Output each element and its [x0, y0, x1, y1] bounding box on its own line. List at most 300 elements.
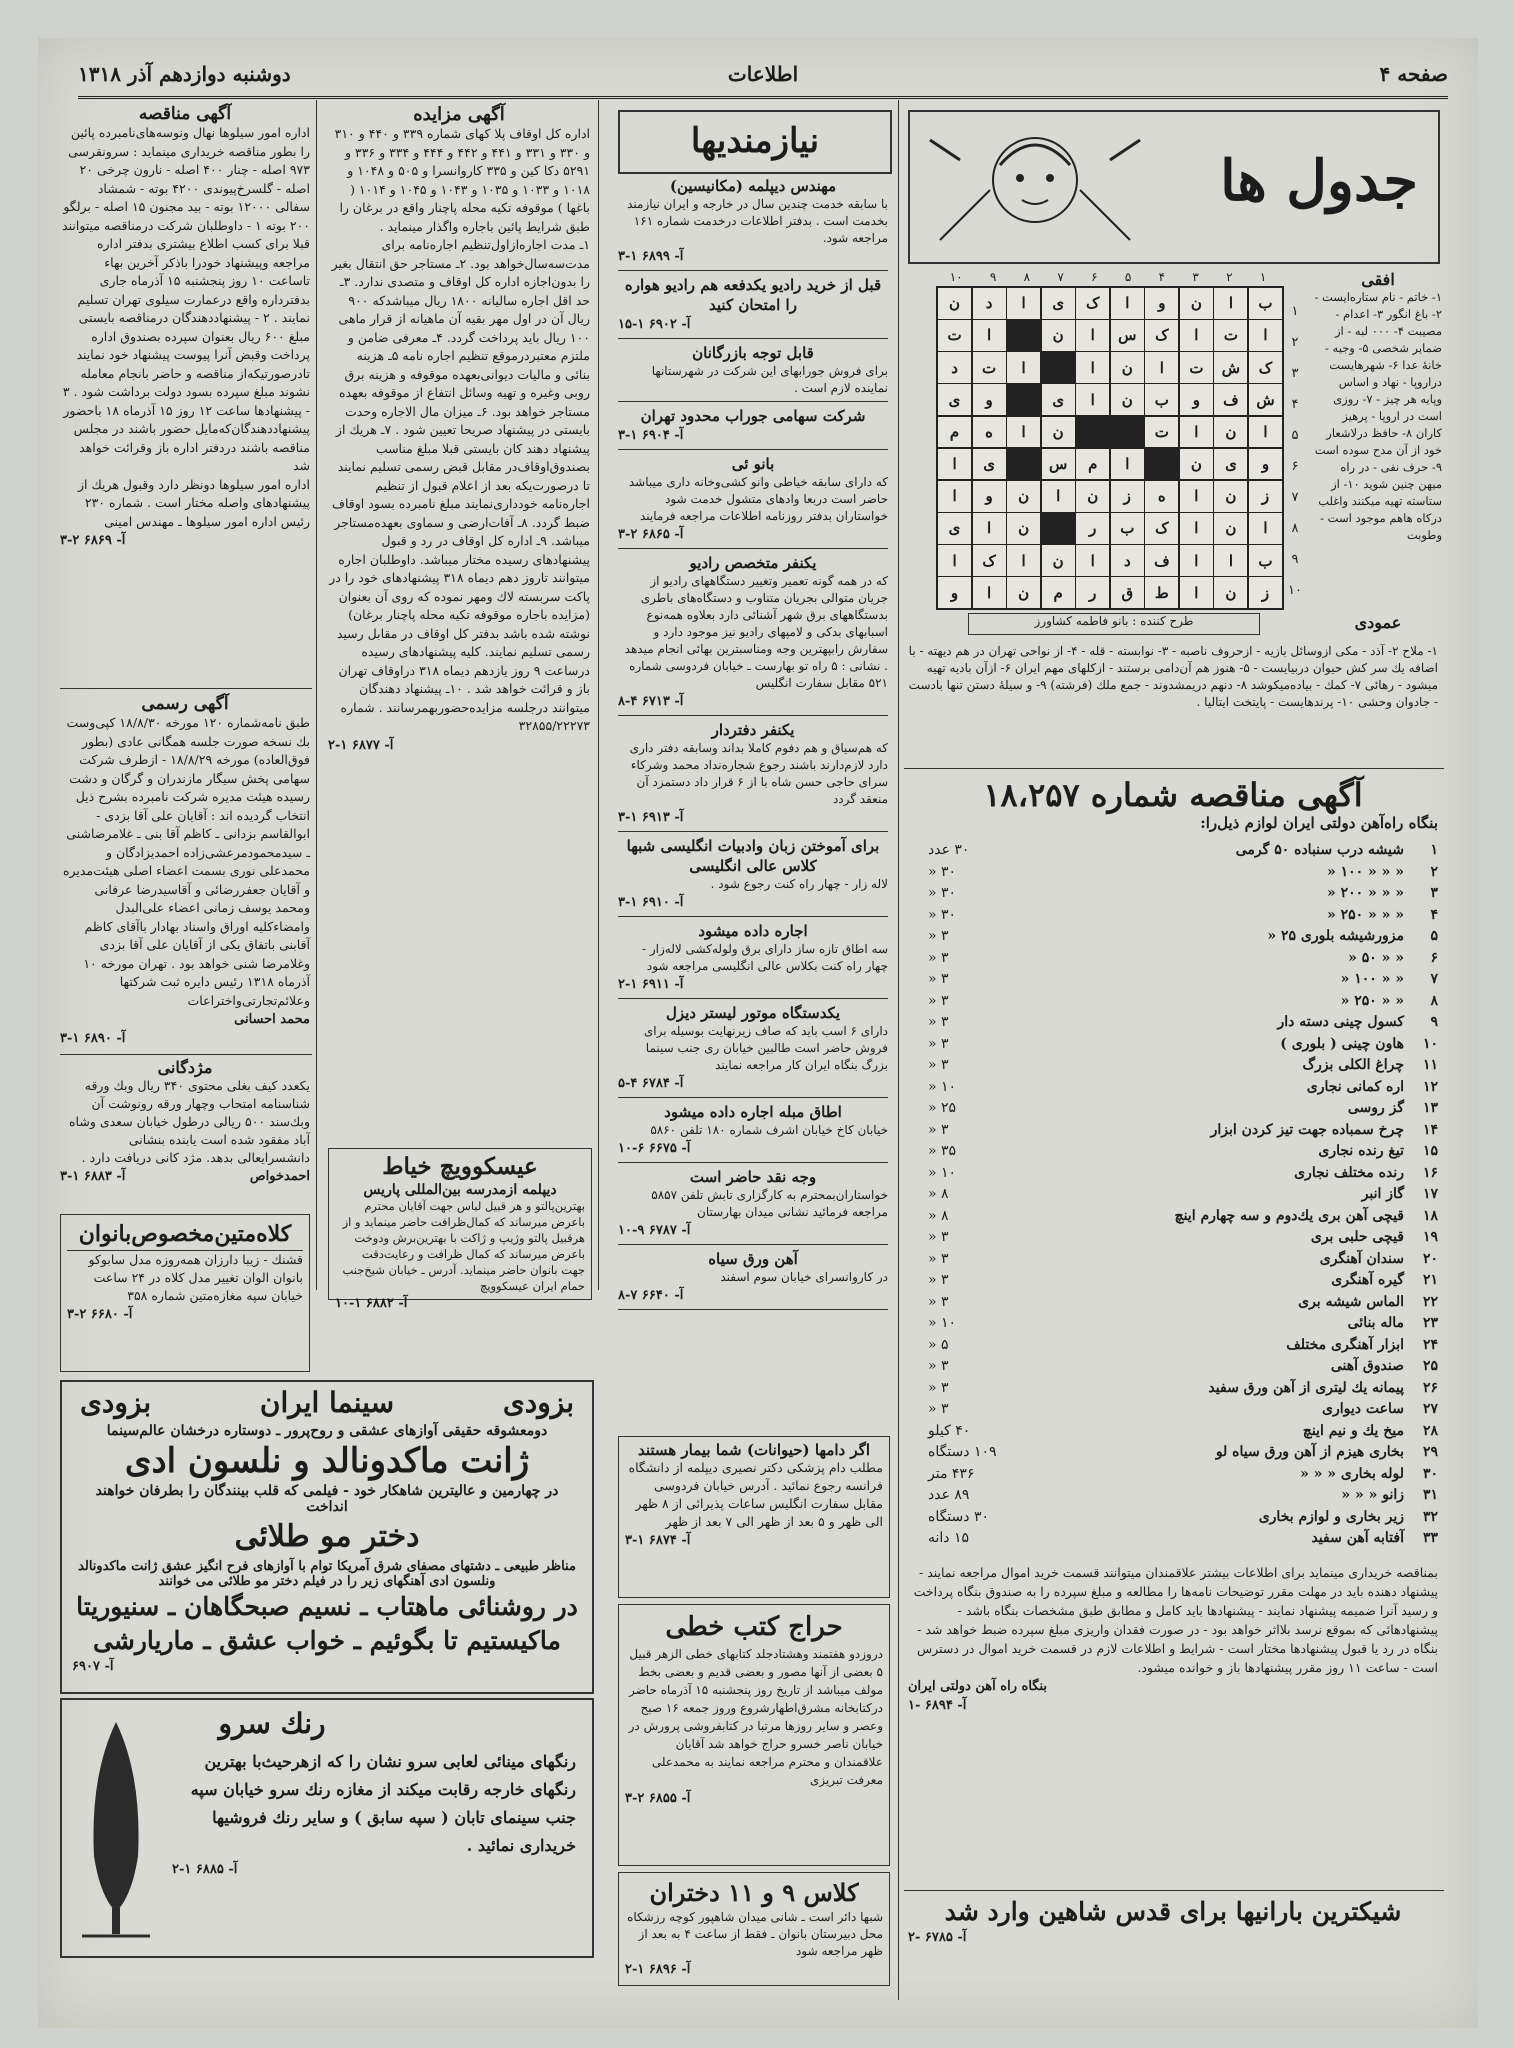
classified-ad [618, 406, 888, 450]
crossword-cell: ا [1007, 545, 1040, 576]
cinema-soon-left: بزودی [80, 1386, 152, 1419]
tender-item-quantity: ۳ « [928, 1250, 949, 1267]
crossword-cell: ر [1076, 513, 1109, 544]
auction-code: آ- ۶۸۷۷ ۱-۲ [328, 737, 394, 753]
newspaper-name: اطلاعات [727, 62, 799, 86]
crossword-cell: ف [1145, 545, 1178, 576]
tender-item [928, 883, 1438, 905]
crossword-cell: ی [973, 449, 1006, 480]
crossword-cell: ن [1007, 513, 1040, 544]
row-number: ۷ [1291, 490, 1299, 505]
crossword-cell: و [938, 577, 971, 608]
tender-item-name: « « « ۲۵۰ « [1326, 906, 1404, 923]
crossword-cell: ک [1249, 352, 1282, 383]
classified-ad-code: آ- ۶۹۱۳ ۱-۳ [618, 810, 684, 825]
section-divider [904, 1890, 1444, 1891]
classified-ad-title: شرکت سهامی جوراب محدود تهران [640, 407, 866, 425]
classified-ad [618, 1102, 888, 1163]
crossword-cell: ک [973, 545, 1006, 576]
classified-ad [618, 921, 888, 999]
column-divider [316, 100, 317, 1290]
ad-separator [618, 548, 888, 549]
crossword-cell: ن [1214, 577, 1247, 608]
tender-item [928, 948, 1438, 970]
tender-item-name: چرخ سمباده جهت تیز کردن ابزار [1210, 1121, 1404, 1138]
column-number: ۲ [1226, 270, 1233, 284]
crossword-cell: ا [1076, 545, 1109, 576]
tender-item [928, 1249, 1438, 1271]
tender-item-quantity: ۱۰۹ دستگاه [928, 1444, 997, 1460]
tender-item-name: الماس شیشه بری [1298, 1293, 1404, 1310]
tender-item [928, 862, 1438, 884]
silo-tender-code: آ- ۶۸۶۹ ۲-۳ [60, 533, 126, 548]
crossword-cell: ا [938, 545, 971, 576]
tender-item-quantity: ۳ « [928, 1035, 949, 1052]
tender-item-quantity: ۳ « [928, 949, 949, 966]
tender-item-name: ماله بنائی [1347, 1315, 1404, 1331]
crossword-cell: و [1180, 384, 1213, 415]
vertical-clues-title-wrap [1314, 613, 1442, 637]
crossword-cell: ط [1145, 577, 1178, 608]
tender-item-number: ۱۲ [1422, 1078, 1438, 1095]
crossword-cell: ا [1249, 320, 1282, 351]
tender-item [928, 969, 1438, 991]
row-number: ۱۰ [1288, 583, 1302, 598]
tender-item-number: ۲۸ [1422, 1422, 1438, 1439]
official-notice-text: طبق نامه‌شماره ۱۲۰ مورخه ۱۸/۸/۳۰ کپی‌وست بك نسخه صورت جلسه همگانی عادی (بطور فوق‌العاده) مورخه ۱۸/۸/۲۹ - ازطرف شرکت سهامی پخش سیگار مازندران و گرگان و دشت رسیده هیئت مدیره شرکت نامبرده بشرح ذیل انتخاب گردیده اند : آقایان علی آقا بزدی - ابوالقاسم بزدانی ـ کاظم آقا بنی ـ غلامرضا‌شنی ـ سیدمحمودمرعشی‌زاده احمدیزادگان و محمدعلی نوری بسمت اعضاء اصلی هیئت‌مدیره و آقایان جعفررضائی و آقاسید‌رضا عرفانی ومحمد یوسف زمانی اعضاء علی‌البدل وامضاءکلیه اوراق واسناد بهادار باآقای کاظم آقابنی باتفاق یکی از آقایان علی آقا بزدی وغلامرضا‌ شنی خواهد بود . تهران مورخه ۱۰ آذرماه ۱۳۱۸ رئیس دایره ثبت شرکتها وعلائم‌تجارتی‌واختراعات [62, 715, 310, 1008]
crossword-cell: ی [1042, 384, 1075, 415]
tender-item-name: « « « ۲۰۰ « [1326, 885, 1404, 901]
tender-item-quantity: ۳۰ عدد [928, 842, 970, 858]
crossword-cell: ب [1145, 384, 1178, 415]
official-notice-title: آگهی رسمی [141, 694, 229, 714]
crossword-cell: ا [1180, 481, 1213, 512]
tender-item-quantity: ۱۵ دانه [928, 1530, 970, 1546]
crossword-cell: ا [1007, 417, 1040, 448]
tender-item [928, 1163, 1438, 1185]
crossword-cell: ا [1180, 513, 1213, 544]
crossword-cell: ز [1249, 481, 1282, 512]
crossword-cell: ش [1249, 384, 1282, 415]
classified-ad [618, 343, 888, 402]
tender-item [928, 840, 1438, 862]
needs-ads-list [618, 176, 888, 1418]
column-number: ۹ [989, 270, 997, 284]
classified-ad-text: که در همه گونه تعمیر وتغییر دستگاههای رادیو از جریان متوالی بجریان متناوب و دستگاه‌های باطری بدستگاههای برق شهر آشنائی دارد بعلاوه همه‌نوع اسبابهای بدکی و لامپهای رادیو نیز موجود دارد و سفارش رابپهترین وجه ومناسبترین بهائی انجام میدهد . نشانی : ۵ راه تو بهارست ـ خیابان فردوسی شماره ۵۲۱ مقابل سفارت انگلیس [624, 574, 888, 690]
tender-item-quantity: ۳ « [928, 1229, 949, 1245]
cypress-tree-icon [76, 1716, 156, 1940]
tender-item [928, 1335, 1438, 1357]
crossword-cell: ا [938, 481, 971, 512]
tender-item-name: گیره آهنگری [1331, 1272, 1404, 1288]
ad-separator [618, 998, 888, 999]
crossword-cell: د [973, 288, 1006, 319]
tender-item-name: هاون چینی ( بلوری ) [1280, 1035, 1404, 1052]
tender-item-number: ۲۹ [1422, 1444, 1438, 1460]
tender-item [928, 1227, 1438, 1249]
classified-ad [618, 1003, 888, 1098]
crossword-cell: ی [938, 384, 971, 415]
crossword-cell: ن [938, 288, 971, 319]
ad-separator [618, 916, 888, 917]
tender-item [928, 991, 1438, 1013]
classified-ad-title: یکنفر متخصص رادیو [689, 554, 817, 572]
crossword-cell: ن [1214, 513, 1247, 544]
classified-ad-title: قبل از خرید رادیو یکدفعه هم رادیو هواره را امتحان کنید [624, 276, 882, 314]
crossword-cell: و [1249, 449, 1282, 480]
tailor-code: آ- ۶۸۸۲ ۱-۱۰ [335, 1296, 408, 1311]
classified-ad-title: آهن ورق سیاه [708, 1250, 798, 1268]
crossword-cell: ن [1042, 545, 1075, 576]
tender-item [928, 1077, 1438, 1099]
crossword-cell: ا [973, 320, 1006, 351]
classified-ad [618, 275, 888, 339]
classified-ad [618, 1167, 888, 1245]
crossword-cell: ب [1249, 545, 1282, 576]
tender-item-name: پیمانه یك لیتری از آهن ورق سفید [1208, 1379, 1404, 1396]
hat-shop-code: آ- ۶۶۸۰ ۲-۳ [67, 1307, 133, 1322]
reward-notice [60, 1058, 310, 1208]
crossword-horizontal-clues [1314, 270, 1442, 620]
paint-text: رنگهای مینائی لعابی سرو نشان را که ازهرحیث‌با بهترین رنگهای خارجه رقابت میکند از مغازه رنك سرو خیابان سپه جنب سینمای تابان ( سپه سابق ) و سایر رنك فروشیها خریداری نمائید . [190, 1752, 576, 1855]
cinema-line1: دومعشوقه حقیقی آوازهای عشقی و روح‌پرور ـ دوستاره درخشان عالم‌سینما [106, 1423, 548, 1439]
tender-item-number: ۴ [1430, 906, 1438, 923]
silo-tender-sign: اداره امور سیلوها دونظر دارد وقبول هریك از پیشنهادهای واصله مختار است . شماره ۲۳۰ رئیس اداره امور سیلوها ـ مهندس امینی [77, 476, 310, 529]
tender-item-quantity: ۸ « [928, 1186, 949, 1202]
classified-ad-title: اطاق مبله اجاره داده میشود [664, 1103, 842, 1121]
crossword-cell: ن [1007, 577, 1040, 608]
crossword-cell: و [973, 481, 1006, 512]
column-number: ۱ [1259, 270, 1267, 284]
cinema-iran-ad [60, 1380, 594, 1694]
crossword-cell: ن [1076, 481, 1109, 512]
tender-item [928, 1464, 1438, 1486]
tender-item-number: ۱۵ [1422, 1143, 1438, 1159]
tender-item [928, 1528, 1438, 1550]
paint-code: آ- ۶۸۸۵ ۱-۲ [172, 1862, 238, 1877]
ad-separator [618, 1162, 888, 1163]
tender-item-number: ۵ [1430, 928, 1438, 944]
classified-ad-text: خیابان کاخ خیابان اشرف شماره ۱۸۰ تلفن ۵۸۶۰ [650, 1123, 888, 1137]
crossword-row-numbers [1283, 296, 1307, 606]
tender-item-name: صندوق آهنی [1330, 1358, 1404, 1374]
classified-ad-text: سه اطاق تازه ساز دارای برق ولوله‌کشی لاله‌زار - چهار راه کنت بکلاس عالی انگلیسی مراجعه شود [642, 942, 888, 973]
girls-class-code: آ- ۶۸۹۶ ۱-۲ [625, 1962, 691, 1977]
crossword-cell: د [938, 352, 971, 383]
classified-ad-text: لاله زار - چهار راه کنت رجوع شود . [710, 877, 888, 891]
shahin-code: آ- ۶۷۸۵ -۲ [908, 1930, 967, 1945]
cinema-songs1: در روشنائی ماهتاب ـ نسیم صبحگاهان ـ سنیوریتا [76, 1592, 578, 1621]
classified-ad-title: وجه نقد حاضر است [689, 1168, 817, 1186]
crossword-black-cell [1042, 513, 1075, 544]
tender-item-number: ۲۵ [1422, 1358, 1438, 1374]
horizontal-clues-title: افقی [1361, 270, 1395, 289]
tender-terms-text: بمناقصه خریداری مینماید برای اطلاعات بیشتر علاقمندان میتوانند قسمت خرید اموال مراجعه نمایند - پیشنهاد دهنده باید در مهلت مقرر توضیحات نامه‌ها را مطالعه و مبلغ سپرده را به صندوق بنگاه پرداخت و رسید آنرا ضمیمه پیشنهاد نمایند - پیشنهادها باید کامل و مطابق طبق مشخصات بنگاه باشد - پیشنهادهائی که بموقع نرسد بلااثر خواهد بود - در صورت فقدان واریزی مبلغ سپرده ضبط خواهد شد - بنگاه در رد یا قبول پیشنهادها مختار است - شرایط و اطلاعات لازم در قسمت خرید اموال در دسترس است - ساعت ۱۱ روز مقرر پیشنهادها باز و خوانده میشود. [913, 1565, 1438, 1675]
reward-sign: احمدخواص [249, 1169, 310, 1184]
crossword-cell: ن [1214, 417, 1247, 448]
tender-intro: بنگاه راه‌آهن دولتی ایران لوازم ذیل‌را: [1200, 814, 1438, 832]
tailor-subtitle: دیپلمه ازمدرسه بین‌المللی پاریس [363, 1182, 557, 1198]
tender-item-number: ۳ [1430, 885, 1438, 901]
vet-ad [618, 1436, 890, 1598]
ad-separator [618, 1244, 888, 1245]
tender-item-number: ۳۰ [1422, 1465, 1438, 1482]
row-number: ۹ [1291, 552, 1299, 567]
tender-item-quantity: ۳ « [928, 1293, 949, 1310]
tender-item-number: ۳۳ [1422, 1530, 1438, 1546]
horizontal-clues-text: ۱- خاتم - نام ستاره‌ایست - ۲- باغ انگور ۳- اعدام - مصیبت ۴- ۰۰۰ لبه - از ضمایر شخصی ۵- وجیه - خانهٔ عدا ۶- شهرهایست دراروپا - نهاد و اساس وپایه هر چیز - ۷- روزی است در اروپا - پرهیز کاران ۸- حافظ درلاشعار خود از آن مدح سوده است ۹- حرف نفی - در راه میهن چنین شوید ۱۰- از ستاسته تهیه میکنند واغلب درکاه هاهم موجود است - وطوبت [1314, 290, 1442, 542]
official-notice [60, 694, 310, 1050]
crossword-cell: ا [1042, 481, 1075, 512]
tailor-text: بهترین‌پالتو و هر قبیل لباس جهت آقایان محترم باعرض میرساند که کمال‌ظرافت‌ حاضر مینماید و از هرقبیل پالتو وژیپ و ژاکت با بهترین‌برش ودوخت باعرض میرساند که کمال ظرافت و رعایت‌دقت‌ جهت بانوان حاضر مینماید. آدرس ـ خیابان شیخ‌جنب حمام ایران عیسکوویچ [342, 1199, 585, 1293]
classified-ad-title: یکنفر دفتردار [711, 721, 795, 739]
crossword-cell: ا [1180, 320, 1213, 351]
crossword-cell: ت [1214, 320, 1247, 351]
tender-items-list [928, 840, 1438, 1560]
tender-item [928, 1184, 1438, 1206]
tender-item-name: ساعت دیواری [1322, 1401, 1404, 1417]
tender-item-number: ۱ [1430, 842, 1438, 858]
vertical-clues-text: ۱- ملاح ۲- آذد - مکی ازوسائل بازیه - ازحروف ناصبه - ۳- نوابسته - قله - ۴- از نواحی تهران در هم دیهته - با اضافه یك سر كش حیوان دربیایست - ۵- هنوز هم آن‌دامی برستند - ازکلهای مهم ایران ۶- از‌آن بادیه تهیه میشود - رهائی ۷- کمك - بیاده‌میکوشد ۸- دنهم دریمشدوند - جمع ملك (فرشته) ۹- و سیلهٔ دستن تنها بادست - جادوان وحشی ۱۰- پرندهایست - پایتخت ایتالیا . [908, 644, 1438, 709]
row-number: ۱ [1291, 304, 1299, 319]
crossword-cell: ا [1111, 288, 1144, 319]
auction-title: آگهی مزایده [413, 104, 505, 125]
crossword-cell: ن [1214, 481, 1247, 512]
tender-item-name: قیچی حلبی بری [1310, 1229, 1404, 1245]
tender-item [928, 1270, 1438, 1292]
classified-ad-code: آ- ۶۸۹۹ ۱-۳ [618, 249, 684, 264]
crossword-black-cell [1007, 384, 1040, 415]
book-auction-code: آ- ۶۸۵۵ ۲-۳ [625, 1791, 691, 1806]
tender-item-name: زانو « « « [1341, 1487, 1404, 1503]
tender-item-number: ۲۲ [1422, 1293, 1438, 1310]
crossword-cell: ز [1111, 481, 1144, 512]
tender-item [928, 1098, 1438, 1120]
tender-terms [908, 1563, 1438, 1883]
shahin-text: شیکترین بارانیها برای قدس شاهین وارد شد [944, 1897, 1402, 1926]
classified-ad-title: برای آموختن زبان وادبیات انگلیسی شبها کلاس عالی انگلیسی [626, 837, 880, 875]
section-divider [904, 768, 1444, 769]
classified-ad [618, 176, 888, 271]
ad-separator [618, 1097, 888, 1098]
ad-separator [618, 831, 888, 832]
row-number: ۵ [1291, 428, 1299, 443]
crossword-cell: ا [1249, 513, 1282, 544]
crossword-cell: ا [1111, 449, 1144, 480]
column-number: ۶ [1091, 270, 1098, 284]
cinema-header [62, 1382, 592, 1423]
tender-item [928, 1206, 1438, 1228]
tender-item [928, 1313, 1438, 1335]
classified-ad-title: یکدستگاه موتور لیستر دیزل [665, 1004, 841, 1022]
crossword-banner [908, 110, 1440, 264]
tender-item-quantity: ۳ « [928, 1121, 949, 1138]
tender-item-name: چراغ الکلی بزرگ [1302, 1057, 1404, 1073]
tender-item-number: ۷ [1430, 971, 1438, 987]
crossword-cell: ا [1180, 577, 1213, 608]
column-number: ۱۰ [949, 270, 963, 284]
vertical-clues-title: عمودی [1354, 613, 1402, 632]
classified-ad-code: آ- ۶۸۶۵ ۲-۳ [618, 527, 684, 542]
row-number: ۳ [1291, 366, 1299, 381]
tender-item [928, 1378, 1438, 1400]
row-number: ۸ [1291, 521, 1299, 536]
section-divider [60, 688, 312, 689]
tender-item-name: « « « ۱۰۰ « [1326, 863, 1404, 880]
ad-separator [618, 338, 888, 339]
classified-ad-code: آ- ۶۶۴۰ ۷-۸ [618, 1288, 684, 1303]
ad-separator [618, 1309, 888, 1310]
crossword-cell: ن [1007, 481, 1040, 512]
tender-item-name: مزورشیشه بلوری ۲۵ « [1267, 928, 1404, 944]
tender-item-number: ۲۳ [1422, 1315, 1438, 1331]
crossword-cell: ا [1076, 352, 1109, 383]
cinema-name: سینما ایران [259, 1386, 395, 1419]
column-divider [898, 100, 899, 2000]
classified-ad-code: آ- ۶۹۰۲ ۱-۱۵ [618, 317, 691, 332]
crossword-cell: ن [1180, 449, 1213, 480]
tender-item-number: ۳۱ [1422, 1487, 1438, 1503]
crossword-cell: ت [973, 352, 1006, 383]
classified-ad-code: آ- ۶۹۱۱ ۱-۲ [618, 977, 684, 992]
tender-item-name: رنده مختلف نجاری [1294, 1164, 1404, 1181]
ad-separator [618, 270, 888, 271]
tender-item-name: سندان آهنگری [1319, 1250, 1404, 1267]
official-notice-code: آ- ۶۸۹۰ ۱-۳ [60, 1031, 126, 1046]
crossword-cell: ک [1145, 513, 1178, 544]
crossword-cell: ا [1007, 288, 1040, 319]
classified-ad [618, 836, 888, 917]
tender-item-number: ۸ [1430, 992, 1438, 1009]
tender-item-number: ۱۸ [1422, 1207, 1438, 1224]
tender-item-quantity: ۳ « [928, 992, 949, 1009]
crossword-cell: ا [973, 577, 1006, 608]
paint-ad [60, 1698, 594, 1958]
classified-ad-code: آ- ۶۷۸۷ ۹-۱۰ [618, 1223, 691, 1238]
classified-ad-title: مهندس دیپلمه (مکانیسین) [669, 177, 837, 195]
classified-ad-title: اجاره داده میشود [698, 922, 808, 940]
crossword-cell: ق [1111, 577, 1144, 608]
classified-ad-code: آ- ۶۷۱۳ ۴-۸ [618, 694, 684, 709]
crossword-black-cell [1145, 449, 1178, 480]
crossword-cell: ا [1076, 384, 1109, 415]
crossword-cell: و [973, 384, 1006, 415]
crossword-credit: طرح کننده : بانو فاطمه کشاورز [968, 613, 1260, 635]
girls-class-title: کلاس ۹ و ۱۱ دختران [649, 1878, 859, 1907]
crossword-cell: ن [1111, 384, 1144, 415]
tender-item [928, 1507, 1438, 1529]
classified-ad-title: قابل توجه بازرگانان [692, 344, 814, 362]
tender-item-name: میخ یك و نیم اینچ [1302, 1422, 1404, 1439]
reward-code: آ- ۶۸۸۳ ۱-۳ [60, 1169, 126, 1184]
tender-item-name: « « ۵۰ « [1348, 949, 1404, 966]
auction-clauses: ۱ـ مدت اجاره‌از‌اول‌تنظیم اجاره‌نامه برای مدت‌سه‌سال‌خواهد بود. ۲ـ مستاجر حق انتقال بغیر را بدون‌اجازه اداره کل اوقاف و متصدی ندارد. ۳ـ حد اقل اجاره سالیانه ۱۸۰۰ ریال میباشدکه ۹۰۰ ریال آن در اول مهر بقیه آن ماهیانه از قرار ماهی ۱۰۰ ریال باید پرداخت گردد. ۴ـ معرفی ضامن و ملتزم معتبر‌در‌موقع تنظیم اجاره نامه ۵ـ هزینه بنائی و مالیات دیوانی‌بعهده موقوفه و هزینه برق روبی وغیره و تهیه وسائل انتفاع از موقوفه بعهده مستاجر خواهد بود. ۶ـ میزان مال الاجاره وحدت بایستی در پیشنهاد صریحا تعیین شود . ۷ـ هریك از پیشنهاد دهند کان بایستی قبلا مبلغ مناسب بصندوق‌اوقاف‌در مقابل قبض رسمی تسلیم نمایند تا درصورت‌یکه بعد از اعلام قبول از تنظیم اجاره‌نامه خودداری‌نمایند مبلغ نامبرده بسود اوقاف ضبط گردد. ۸ـ آفات‌ارضی و سماوی بعهده‌مستاجر میباشد. ۹ـ اداره کل اوقاف در رد و قبول پیشنهادهای رسیده مختار میباشد. داوطلبان اجاره میتوانند تاروز دهم دیماه ۳۱۸ پیشنهادهای خود را در پاکت سربسته لاك ومهر نموده که روی آن بعنوان (مزایده باجاره موقوفه تکیه محله پاچنار برغان) نوشته شده باشد بدفتر کل اوقاف در مقابل رسید رسمی تسلیم نمایند. کلیه پیشنهادهای رسیده درساعت ۹ روز یازدهم دیماه ۳۱۸ دراوقاف تهران باز و قرائت خواهد شد . ۱۰ـ پیشنهاد دهندگان میتوانند درجلسه مزایده‌حضور‌بهمرسانند . شماره ۳۲۸۵۵/۲۲۲۷۳ [329, 237, 590, 733]
tender-item-number: ۶ [1430, 949, 1438, 966]
classified-ad-title: بانو ئی [731, 455, 775, 473]
tender-code: آ- ۶۸۹۴ -۱ [908, 1698, 967, 1713]
tender-item [928, 1485, 1438, 1507]
vet-title: اگر دامها (حیوانات) شما بیمار هستند [637, 1441, 871, 1459]
row-number: ۶ [1291, 459, 1299, 474]
tender-item [928, 1012, 1438, 1034]
crossword-cell: ش [1214, 352, 1247, 383]
crossword-cell: ه [1145, 481, 1178, 512]
crossword-cell: س [1111, 320, 1144, 351]
reward-title: مژدگانی [157, 1058, 213, 1077]
tender-item-quantity: ۳۰ « [928, 885, 957, 901]
tender-item [928, 1399, 1438, 1421]
tender-item-quantity: ۱۰ « [928, 1315, 957, 1331]
crossword-cell: ا [1007, 352, 1040, 383]
crossword-cell: ر [1076, 577, 1109, 608]
tender-item-quantity: ۳۰ « [928, 906, 957, 923]
column-number: ۳ [1192, 270, 1199, 284]
crossword-cell: ن [1042, 320, 1075, 351]
column-number: ۸ [1023, 270, 1031, 284]
crossword-grid [936, 286, 1284, 610]
tender-item-quantity: ۳ « [928, 971, 949, 987]
crossword-cell: ز [1249, 577, 1282, 608]
tender-item-number: ۲ [1430, 863, 1438, 880]
crossword-cell: ب [1111, 513, 1144, 544]
tender-title: آگهی مناقصه شماره ۱۸،۲۵۷ [983, 776, 1363, 814]
crossword-cell: ن [1042, 417, 1075, 448]
row-number: ۴ [1291, 397, 1299, 412]
section-divider [60, 1054, 312, 1055]
tender-item-number: ۱۱ [1422, 1057, 1438, 1073]
tender-item-number: ۱۷ [1422, 1186, 1438, 1202]
reward-text: یکعدد کیف بغلی محتوی ۳۴۰ ریال وبك ورقه شناسنامه امتحاب وچهار ورقه رونوشت آن وبك‌سند ۵۰۰ ریالی درطول خیابان سعدی وشاه آباد مفقود شده است یابنده بنشانی دانشسرایعالی بدهد. مژد کانی دریافت دارد . [68, 1078, 310, 1165]
tender-item-quantity: ۳۰ دستگاه [928, 1508, 990, 1525]
crossword-title: جدول ها [1220, 148, 1418, 214]
tender-item-number: ۱۰ [1422, 1035, 1438, 1052]
tender-item-quantity: ۸۹ عدد [928, 1487, 970, 1503]
ad-separator [618, 715, 888, 716]
tender-item-name: گز روسی [1347, 1100, 1404, 1116]
tender-item [928, 1141, 1438, 1163]
crossword-black-cell [1007, 320, 1040, 351]
girls-class-ad [618, 1872, 890, 1986]
shahin-ad [908, 1896, 1438, 1960]
tender-item-name: آفتابه آهن سفید [1311, 1530, 1404, 1546]
silo-tender-text: اداره امور سیلوها نهال ونوسه‌های‌نامبرده پائین را بطور مناقصه خریداری مینماید : سرو‌نقرسی ۹۷۳ اصله - چنار ۴۰۰ اصله - نارون چرخی ۲۰ اصله - گلسرخ‌پیوندی ۴۲۰۰ بوته - شمشاد سفالی ۱۲۰۰۰ بوته - بید مجنون ۱۵ اصله - برلگو ۲۰۰ بوته ۱ - داوطلبان شرکت درمناقصه میتوانند قبلا برای کسب اطلاع بیشتری بدفتر اداره مراجعه وپیشنهاد خودرا باذکر آخرین بهاء تاساعت ۱۰ روز پنجشنبه ۱۵ آذرماه جاری بدفترداره واقع درعمارت سیلوی تهران تسلیم نمایند . ۲ - پیشنهاددهندگان درمناقصه بایستی مبلغ ۶۰۰ ریال بعنوان سپرده بصندوق اداره پرداخت وقبض آنرا پیوست پیشنهاد خود نمایند تادرصورتیکه‌از مناقصه و حاضر بانجام معامله نشوند مبلغ سپرده بسود دولت برداشت شود . ۳ - پیشنهادها ساعت ۱۲ روز ۱۵ آذرماه ۱۸ باحضور پیشنهاددهندگان‌که‌مایل حضور باشند در مجلس مناقصه باشند دردفتر اداره باز وقرائت خواهد شد [62, 125, 310, 473]
classified-ad [618, 454, 888, 549]
silo-tender [60, 104, 310, 684]
crossword-cell: ا [1145, 352, 1178, 383]
tender-signature: بنگاه راه آهن دولتی ایران [908, 1679, 1048, 1694]
ad-separator [618, 401, 888, 402]
tender-item-quantity: ۳ « [928, 1379, 949, 1396]
classified-ad-text: در کاروانسرای خیابان سوم اسفند [720, 1270, 888, 1284]
crossword-cell: ا [938, 449, 971, 480]
classified-ad-code: آ- ۶۹۰۴ ۱-۳ [618, 428, 684, 443]
tender-item-number: ۳۲ [1422, 1508, 1438, 1525]
cinema-soon-right: بزودی [502, 1386, 574, 1419]
column-number: ۵ [1124, 270, 1132, 284]
newspaper-page [38, 38, 1478, 2028]
tender-item-number: ۱۳ [1422, 1100, 1438, 1116]
cinema-film-title: دختر مو طلائی [234, 1519, 420, 1554]
crossword-cell: م [1042, 577, 1075, 608]
crossword-cell: ا [973, 513, 1006, 544]
book-auction-ad [618, 1604, 890, 1866]
hat-shop-text: قشنك - زیبا دارزان همه‌روزه مدل سابوکو بانوان الوان تغییر مدل کلاه در ۲۴ ساعت خیابان سپه مغازه‌متین شماره ۳۵۸ [88, 1252, 303, 1303]
cinema-line3: مناظر طبیعی ـ دشتهای مصفای شرق آمریکا توام با آوازهای فرح انگیز عشق ژانت ماکدونالد ونلسون ادی آهنگهای زیر را در فیلم دختر مو طلائی می خوانند [78, 1559, 576, 1589]
tender-item-number: ۲۶ [1422, 1379, 1438, 1396]
tender-item [928, 1356, 1438, 1378]
crossword-cell: و [1145, 288, 1178, 319]
row-number: ۲ [1291, 335, 1299, 350]
